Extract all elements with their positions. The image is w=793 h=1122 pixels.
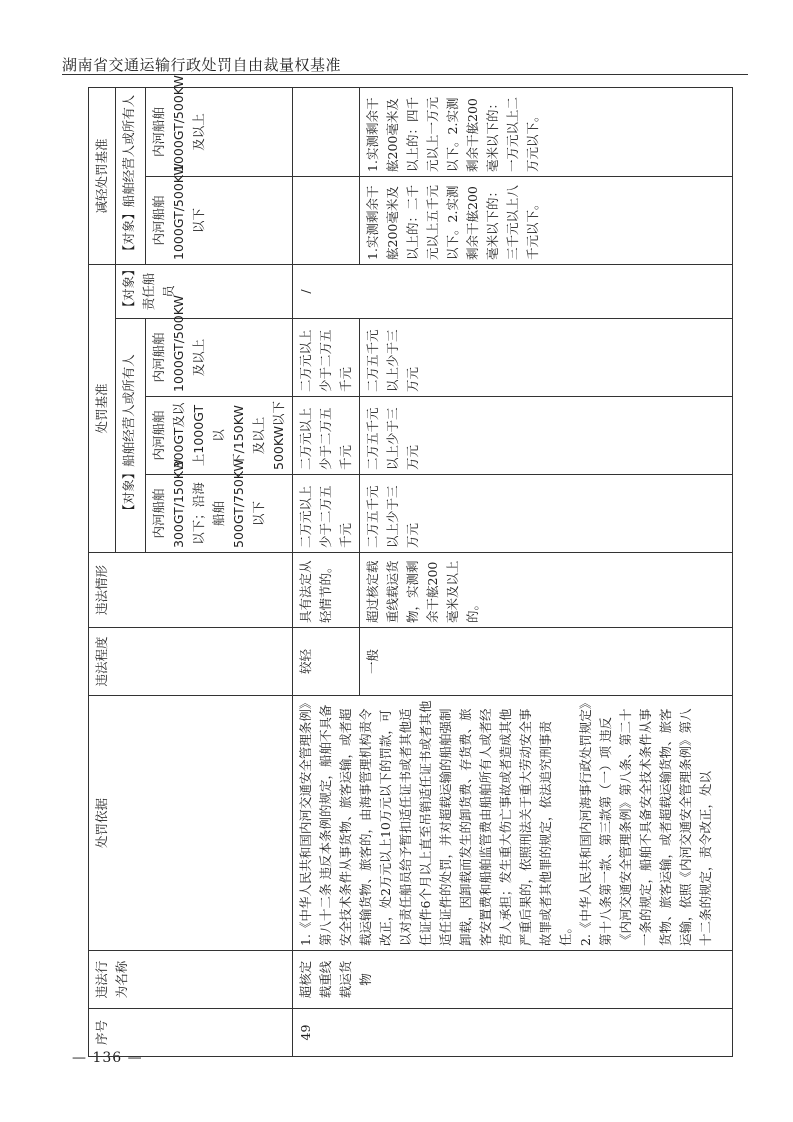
col-l2: 内河船舶1000GT/500KW及以上 <box>146 87 293 176</box>
running-header: 湖南省交通运输行政处罚自由裁量权基准 <box>62 56 342 74</box>
col-name: 违法行为名称 <box>89 951 293 1009</box>
p2-light: 二万元以上少于二万五千元 <box>293 397 360 475</box>
p1-general: 二万五千元以上少于三万元 <box>360 475 733 553</box>
col-basis: 处罚依据 <box>89 696 293 951</box>
col-situation: 违法情形 <box>89 553 293 628</box>
degree-general: 一般 <box>360 628 733 696</box>
l2-general: 1.实测剩余干舷200毫米及以上的：四千元以上一万元以下。2.实测剩余干舷200毫米以下的：一万元以上二万元以下。 <box>360 87 733 176</box>
situation-general: 超过核定载重线载运货物，实测剩余干舷200毫米及以上的。 <box>360 553 733 628</box>
header-rule <box>62 74 748 75</box>
p2-general: 二万五千元以上少于三万元 <box>360 397 733 475</box>
penalty-standard-table <box>88 75 733 1057</box>
col-light-target: 【对象】船舶经营人或所有人 <box>116 87 146 264</box>
p3-light: 二万元以上少于二万五千元 <box>293 319 360 397</box>
situation-light: 具有法定从轻情节的。 <box>293 553 360 628</box>
l1-general: 1.实测剩余干舷200毫米及以上的：二千元以上五千元以下。2.实测剩余干舷200毫米以下的：三千元以上八千元以下。 <box>360 176 733 264</box>
row-basis <box>293 696 733 951</box>
col-penalty-target: 【对象】船舶经营人或所有人 <box>116 319 146 553</box>
row-seq: 49 <box>293 1009 733 1057</box>
rotated-table-wrapper <box>88 75 733 1057</box>
col-degree: 违法程度 <box>89 628 293 696</box>
col-l1: 内河船舶1000GT/500KW以下 <box>146 176 293 264</box>
p3-general: 二万五千元以上少于三万元 <box>360 319 733 397</box>
col-p1: 内河船舶300GT/150KW以下；沿海船舶500GT/750KW以下 <box>146 475 293 553</box>
col-light-penalty: 减轻处罚基准 <box>89 87 116 264</box>
col-p2: 内河船舶300GT及以上1000GT以下/150KW及以上500KW以下 <box>146 397 293 475</box>
col-penalty-crew: 【对象】责任船员 <box>116 264 293 318</box>
row-name: 超核定载重线载运货物 <box>293 951 733 1009</box>
col-penalty: 处罚基准 <box>89 264 116 552</box>
degree-light: 较轻 <box>293 628 360 696</box>
col-seq: 序号 <box>89 1009 293 1057</box>
basis-item-2: 2.《中华人民共和国内河海事行政处罚规定》第十八条第一款、第三款第（一）项 违反《内河交通安全管理条例》第八条、第二十一条的规定，船舶不具备安全技术条件从事货物、旅客运输，或者超载运输货物、旅客运输，依照《内河交通安全管理条例》第八十二条的规定，责令改正，处以 <box>578 702 713 946</box>
p1-light: 二万元以上少于二万五千元 <box>293 475 360 553</box>
crew-value: / <box>293 264 733 318</box>
basis-item-1: 1.《中华人民共和国内河交通安全管理条例》第八十二条 违反本条例的规定，船舶不具备安全技术条件从事货物、旅客运输，或者超载运输货物、旅客的，由海事管理机构责令改正，处2万元以上10万元以下的罚款，可以对责任船员给予暂扣适任证书或者其他适任证件6个月以上直至吊销适任证书或者其他适任证件的处罚，并对超载运输的船舶强制卸载，因卸载而发生的卸货费、存货费、旅客安置费和船舶监管费由船舶所有人或者经营人承担；发生重大伤亡事故或者造成其他严重后果的，依照刑法关于重大劳动安全事故罪或者其他罪的规定，依法追究刑事责任。 <box>298 700 573 946</box>
l2-light <box>293 87 360 176</box>
l1-light <box>293 176 360 264</box>
page-number: — 136 — <box>72 1050 143 1066</box>
col-p3: 内河船舶1000GT/500KW及以上 <box>146 319 293 397</box>
